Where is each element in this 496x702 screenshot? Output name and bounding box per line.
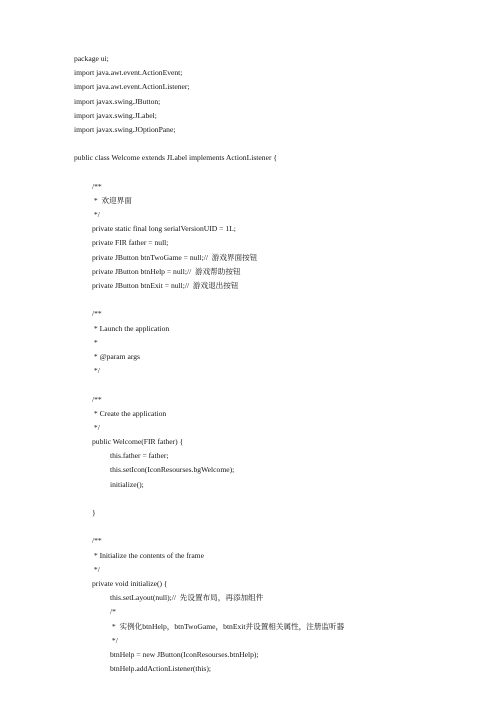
code-line: private JButton btnExit = null;// 游戏退出按钮 <box>92 281 239 290</box>
blank-line <box>0 293 496 307</box>
code-line: /** <box>92 536 102 546</box>
code-line: /** <box>92 309 102 319</box>
code-line: btnHelp.addActionListener(this); <box>110 664 212 674</box>
code-line: /** <box>92 394 102 404</box>
code-line: this.setIcon(IconResourses.bgWelcome); <box>110 465 235 475</box>
code-line: */ <box>92 564 100 574</box>
code-line: private FIR father = null; <box>92 238 169 248</box>
code-line: */ <box>110 635 118 645</box>
code-line: * Initialize the contents of the frame <box>92 550 204 560</box>
code-line: } <box>92 508 96 517</box>
code-line: public class Welcome extends JLabel implements ActionListener { <box>74 153 278 163</box>
code-line: * 实例化btnHelp，btnTwoGame，btnExit并设置相关属性，注册监听器 <box>110 621 345 631</box>
code-line: /* <box>110 607 116 617</box>
blank-line <box>0 378 496 392</box>
code-line: package ui; <box>74 54 109 63</box>
code-line: import javax.swing.JButton; <box>74 96 161 106</box>
code-line: import java.awt.event.ActionListener; <box>74 82 190 92</box>
code-line: * Launch the application <box>92 323 170 333</box>
code-line: */ <box>92 210 100 220</box>
blank-line <box>0 137 496 151</box>
code-line: import javax.swing.JOptionPane; <box>74 124 176 134</box>
code-line: */ <box>92 422 100 432</box>
code-line: * <box>92 337 98 347</box>
blank-line <box>0 492 496 506</box>
code-line: btnHelp = new JButton(IconResourses.btnHelp); <box>110 649 259 659</box>
code-line: private JButton btnTwoGame = null;// 游戏界面按钮 <box>92 252 258 262</box>
blank-line <box>0 520 496 534</box>
code-line: this.setLayout(null);// 先设置布局，再添加组件 <box>110 593 264 603</box>
code-line: public Welcome(FIR father) { <box>92 437 184 447</box>
code-line: initialize(); <box>110 479 144 489</box>
code-line: * 欢迎界面 <box>92 195 132 205</box>
code-line: * Create the application <box>92 408 167 418</box>
code-line: */ <box>92 366 100 376</box>
code-line: import java.awt.event.ActionEvent; <box>74 68 183 78</box>
code-line: import javax.swing.JLabel; <box>74 110 157 120</box>
code-line: private JButton btnHelp = null;// 游戏帮助按钮 <box>92 266 241 276</box>
code-line: this.father = father; <box>110 451 169 461</box>
code-line: /** <box>92 181 102 191</box>
code-line: * @param args <box>92 351 140 361</box>
code-listing <box>0 52 496 676</box>
code-line: private void initialize() { <box>92 578 168 588</box>
blank-line <box>0 166 496 180</box>
code-line: private static final long serialVersionUID = 1L; <box>92 224 236 234</box>
